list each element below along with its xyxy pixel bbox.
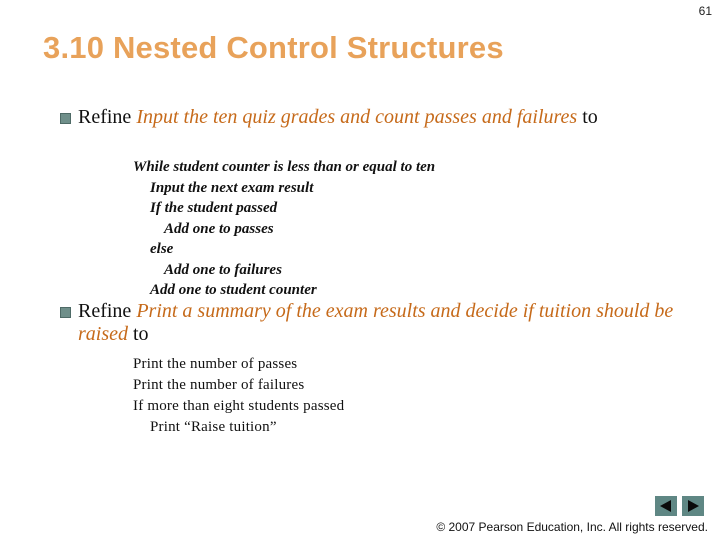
code-line: Add one to passes [164,220,274,237]
bullet-suffix: to [128,323,149,345]
code-line: If more than eight students passed [133,398,345,414]
code-line: If the student passed [150,200,278,216]
code-line: Add one to failures [164,261,282,278]
bullet-refine-input [60,106,680,129]
bullet-refine-print [60,300,680,346]
code-line: While student counter is less than or equal to ten [133,159,436,175]
nav-back-button[interactable] [655,496,677,516]
bullet-prefix: Refine [78,106,137,128]
code-line: Print the number of failures [133,377,305,393]
triangle-left-icon [655,496,677,516]
page-number: 61 [698,4,712,18]
bullet-square-icon [60,307,71,318]
pseudocode-block-2 [133,354,344,438]
pseudocode-block-1 [133,157,435,301]
bullet-text [60,300,680,346]
nav-forward-button[interactable] [682,496,704,516]
code-line: Input the next exam result [150,179,314,196]
triangle-right-icon [682,496,704,516]
code-line: Print “Raise tuition” [150,419,277,435]
bullet-suffix: to [577,106,598,128]
code-line: Add one to student counter [150,282,317,298]
bullet-emphasis: Print a summary of the exam results and decide if tuition should be raised [78,300,674,345]
code-line: Print the number of passes [133,356,298,372]
slide-title: 3.10 Nested Control Structures [43,30,504,65]
bullet-text [60,106,680,129]
bullet-emphasis: Input the ten quiz grades and count passes and failures [136,106,578,128]
bullet-square-icon [60,113,71,124]
bullet-prefix: Refine [78,300,137,322]
copyright-notice: © 2007 Pearson Education, Inc. All rights reserved. [436,520,708,534]
code-line: else [150,241,174,257]
